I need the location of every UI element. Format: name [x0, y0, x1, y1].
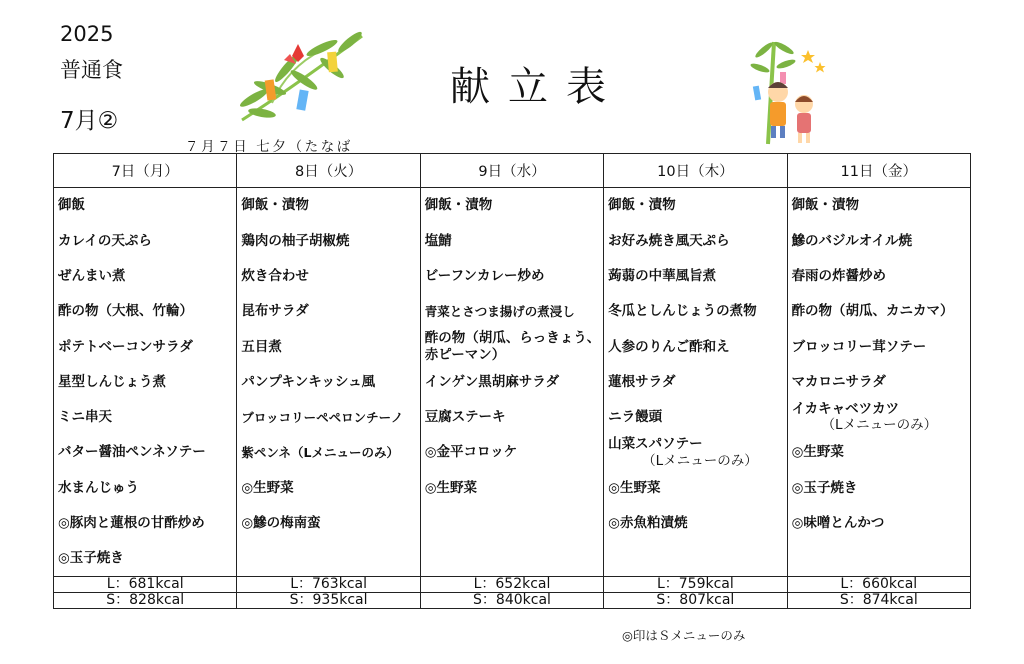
day-column: [787, 188, 970, 577]
kcal-s-value: S：807kcal: [604, 593, 787, 609]
menu-item-note: （Lメニューのみ）: [821, 417, 938, 434]
menu-item: 炊き合わせ: [241, 268, 309, 284]
page-title: 献立表: [450, 64, 624, 110]
menu-item: ◎豚肉と蓮根の甘酢炒め: [58, 515, 205, 532]
menu-item: ◎玉子焼き: [58, 550, 124, 567]
menu-item: カレイの天ぷら: [58, 232, 152, 249]
menu-item: 御飯・漬物: [608, 197, 676, 214]
kcal-l-row: [54, 577, 971, 593]
menu-item: 人参のりんご酢和え: [608, 338, 730, 355]
menu-item: 水まんじゅう: [58, 479, 139, 496]
footnote: ◎印はＳメニューのみ: [622, 628, 746, 643]
menu-item: 酢の物（胡瓜、らっきょう、赤ピーマン）: [424, 330, 601, 363]
menu-item: ◎赤魚粕漬焼: [608, 515, 688, 532]
menu-table: [53, 153, 971, 609]
menu-item: ブロッコリー茸ソテー: [791, 338, 927, 355]
menu-item: ニラ饅頭: [608, 409, 663, 426]
menu-item: [788, 400, 970, 435]
menu-item: 豆腐ステーキ: [424, 409, 506, 426]
menu-item: ◎玉子焼き: [791, 479, 858, 496]
menu-item-note: （Lメニューのみ）: [642, 452, 758, 469]
kcal-l-value: L：660kcal: [787, 577, 970, 593]
kcal-l-value: L：652kcal: [420, 577, 603, 593]
tanabata-children-icon: [740, 32, 830, 147]
kcal-s-value: S：935kcal: [237, 593, 420, 609]
bamboo-decoration-icon: [232, 28, 372, 126]
month-label: 7月②: [60, 108, 119, 134]
menu-item-text: イカキャベツカツ: [791, 400, 900, 417]
menu-item: ◎生野菜: [424, 479, 478, 496]
kcal-l-value: L：763kcal: [237, 577, 420, 593]
menu-item: マカロニサラダ: [791, 373, 886, 390]
menu-item: 蓮根サラダ: [608, 373, 676, 390]
menu-item: 五目煮: [241, 338, 282, 355]
menu-item: 御飯・漬物: [424, 197, 493, 214]
menu-item: ◎生野菜: [791, 444, 844, 461]
day-column: [237, 188, 420, 577]
menu-item: ◎金平コロッケ: [424, 444, 518, 461]
menu-item: 星型しんじょう煮: [58, 373, 166, 390]
menu-item: ぜんまい煮: [58, 268, 126, 284]
menu-item: ブロッコリーペペロンチーノ: [241, 409, 404, 425]
menu-item: ◎生野菜: [241, 479, 294, 496]
menu-item: ◎味噌とんかつ: [791, 515, 885, 532]
day-header-row: [54, 154, 971, 188]
menu-item: ビーフンカレー炒め: [424, 268, 545, 284]
year-label: 2025: [60, 22, 114, 46]
menu-item: 春雨の炸醤炒め: [791, 268, 887, 284]
menu-item-text: 山菜スパソテー: [608, 436, 703, 453]
menu-item: お好み焼き風天ぷら: [608, 232, 730, 249]
menu-item: 紫ペンネ（Lメニューのみ）: [241, 445, 399, 461]
menu-item: 塩鯖: [424, 232, 452, 249]
kcal-s-row: [54, 593, 971, 609]
menu-item: 冬瓜としんじょうの煮物: [608, 303, 757, 320]
kcal-s-value: S：874kcal: [787, 593, 970, 609]
menu-item: ◎鰺の梅南蛮: [241, 515, 321, 532]
menu-item: 蒟蒻の中華風旨煮: [608, 268, 717, 284]
kcal-l-value: L：759kcal: [604, 577, 787, 593]
menu-item: ポテトベーコンサラダ: [58, 338, 193, 355]
menu-type-label: 普通食: [60, 58, 123, 82]
menu-item: バター醤油ペンネソテー: [58, 444, 206, 461]
menu-item: 鶏肉の柚子胡椒焼: [241, 232, 350, 249]
menu-item: 青菜とさつま揚げの煮浸し: [424, 303, 575, 319]
menu-item: [604, 435, 786, 470]
tanabata-note: ７月７日 七夕（たなば: [185, 139, 353, 155]
menu-item: 昆布サラダ: [241, 303, 309, 320]
menu-item: パンプキンキッシュ風: [241, 373, 376, 390]
day-column: [54, 188, 237, 577]
day-column: [420, 188, 603, 577]
kcal-s-value: S：828kcal: [54, 593, 237, 609]
menu-item: 酢の物（胡瓜、カニカマ）: [791, 303, 954, 320]
menu-items-row: [54, 188, 971, 577]
day-header: 11日（金）: [787, 154, 970, 188]
day-column: [604, 188, 787, 577]
menu-item: 鰺のバジルオイル焼: [791, 232, 913, 249]
day-header: 9日（水）: [420, 154, 603, 188]
menu-item: ミニ串天: [58, 409, 112, 426]
menu-item: インゲン黒胡麻サラダ: [424, 373, 560, 390]
menu-item: 御飯・漬物: [241, 197, 309, 214]
day-header: 8日（火）: [237, 154, 420, 188]
menu-item: 御飯: [58, 197, 85, 214]
day-header: 7日（月）: [54, 154, 237, 188]
day-header: 10日（木）: [604, 154, 787, 188]
menu-item: ◎生野菜: [608, 479, 661, 496]
menu-item: 酢の物（大根、竹輪）: [58, 303, 193, 320]
kcal-l-value: L：681kcal: [54, 577, 237, 593]
kcal-s-value: S：840kcal: [420, 593, 603, 609]
menu-item: 御飯・漬物: [791, 197, 860, 214]
